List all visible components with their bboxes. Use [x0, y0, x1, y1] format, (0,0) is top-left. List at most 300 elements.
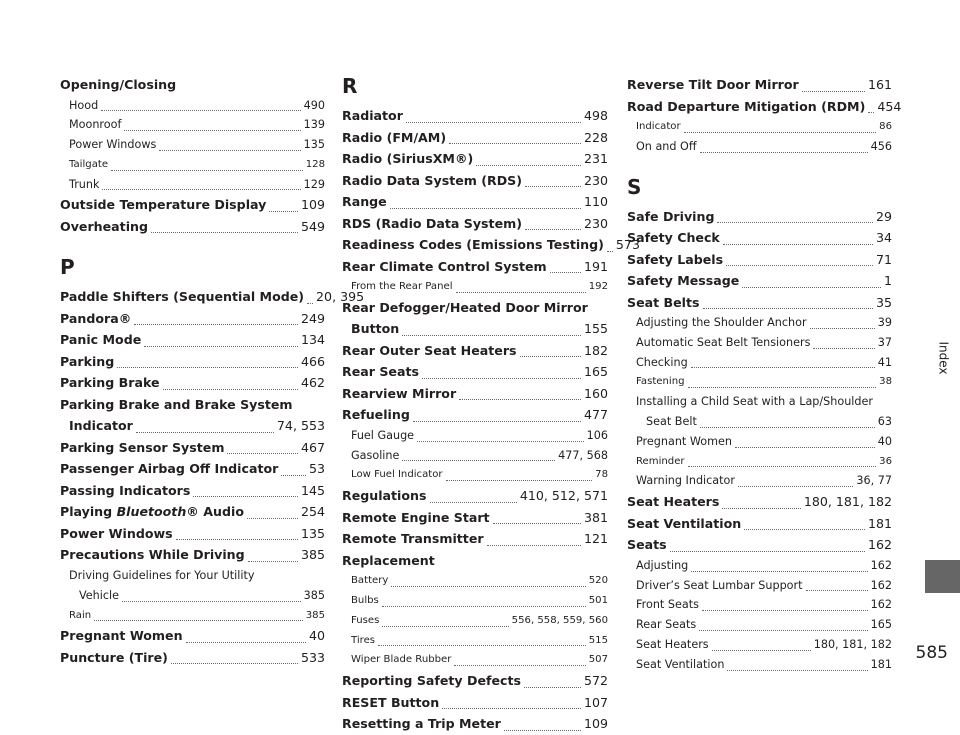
index-subentry[interactable]	[627, 576, 892, 596]
entry-label: Bulbs	[351, 594, 379, 606]
entry-row	[60, 329, 325, 351]
index-entry[interactable]	[627, 227, 892, 249]
dot-leader	[727, 670, 867, 671]
page-reference[interactable]: 40	[308, 628, 325, 644]
index-entry[interactable]	[627, 206, 892, 228]
index-subentry[interactable]	[60, 115, 325, 135]
page-reference[interactable]: 477, 568	[558, 448, 608, 462]
page-reference[interactable]: 381	[583, 509, 608, 525]
entry-label: Reporting Safety Defects	[342, 673, 522, 689]
page-reference[interactable]: 477	[583, 407, 608, 423]
dot-leader	[504, 730, 581, 731]
page-reference[interactable]: 86	[879, 121, 892, 132]
index-entry[interactable]	[342, 105, 608, 127]
entry-label: Resetting a Trip Meter	[342, 716, 501, 732]
index-entry[interactable]	[60, 437, 325, 459]
dot-leader	[134, 324, 298, 325]
page-reference[interactable]: 71	[875, 251, 892, 267]
entry-row	[342, 234, 640, 256]
entry-label-continued: Button	[351, 321, 400, 337]
dot-leader	[607, 251, 613, 252]
page-reference[interactable]: 78	[595, 469, 608, 481]
page-reference[interactable]: 106	[586, 428, 608, 442]
dot-leader	[700, 427, 875, 428]
entry-label: Panic Mode	[60, 332, 142, 348]
page-reference[interactable]: 165	[870, 618, 892, 632]
index-entry[interactable]	[342, 340, 608, 362]
entry-label: Seat Heaters	[627, 494, 720, 510]
page-reference[interactable]: 181	[867, 515, 892, 531]
page-reference[interactable]: 36, 77	[856, 474, 892, 488]
page-reference[interactable]: 162	[870, 578, 892, 592]
index-entry[interactable]	[60, 625, 325, 647]
dot-leader	[691, 367, 875, 368]
index-entry[interactable]	[342, 256, 608, 278]
dot-leader	[163, 389, 298, 390]
page-reference[interactable]: 191	[583, 258, 608, 274]
index-subentry[interactable]	[627, 452, 892, 472]
entry-label: Front Seats	[636, 598, 699, 612]
dot-leader	[406, 122, 581, 123]
page-reference[interactable]: 249	[300, 310, 325, 326]
side-tab-label: Index	[936, 341, 951, 375]
dot-leader	[712, 650, 811, 651]
index-subentry[interactable]	[627, 655, 892, 675]
entry-row	[342, 148, 608, 170]
index-subentry[interactable]	[342, 446, 608, 466]
index-subentry[interactable]	[627, 432, 892, 452]
index-heading: Replacement	[342, 552, 435, 568]
entry-row	[342, 256, 608, 278]
page-reference[interactable]: 145	[300, 482, 325, 498]
entry-label: Power Windows	[60, 525, 173, 541]
entry-row	[627, 534, 892, 556]
entry-row	[636, 117, 892, 137]
index-subentry[interactable]	[342, 650, 608, 670]
entry-row	[351, 611, 608, 631]
entry-row	[351, 446, 608, 466]
entry-row	[342, 170, 608, 192]
index-entry[interactable]	[342, 297, 608, 340]
entry-row	[342, 383, 608, 405]
entry-label: Radio Data System (RDS)	[342, 172, 522, 188]
page-reference[interactable]: 40	[877, 434, 892, 448]
page-reference[interactable]: 165	[583, 364, 608, 380]
index-entry[interactable]	[627, 74, 892, 96]
entry-row	[636, 556, 892, 576]
page-reference[interactable]: 556, 558, 559, 560	[511, 614, 608, 626]
dot-leader	[459, 399, 581, 400]
index-entry[interactable]	[342, 191, 608, 213]
index-entry[interactable]	[60, 394, 325, 437]
page-reference[interactable]: 107	[583, 694, 608, 710]
page-reference[interactable]: 549	[300, 218, 325, 234]
entry-label: Indicator	[636, 121, 681, 132]
dot-leader	[868, 112, 874, 113]
page-reference[interactable]: 35	[875, 294, 892, 310]
entry-row	[627, 270, 892, 292]
page-reference[interactable]: 41	[877, 355, 892, 369]
page-reference[interactable]: 36	[879, 455, 892, 467]
entry-row	[342, 191, 608, 213]
page-reference[interactable]: 29	[875, 208, 892, 224]
dot-leader	[703, 308, 873, 309]
entry-row	[636, 432, 892, 452]
index-subentry[interactable]	[60, 566, 325, 606]
page-reference[interactable]: 507	[588, 654, 608, 666]
page-reference[interactable]: 134	[300, 332, 325, 348]
entry-row	[636, 353, 892, 373]
entry-continuation-row	[636, 412, 892, 432]
index-entry[interactable]	[342, 485, 608, 507]
entry-row	[636, 313, 892, 333]
index-entry[interactable]	[342, 692, 608, 714]
page-reference[interactable]: 498	[583, 108, 608, 123]
dot-leader	[94, 620, 303, 621]
entry-continuation-row	[60, 415, 325, 437]
dot-leader	[413, 421, 581, 422]
page-reference[interactable]: 385	[300, 547, 325, 563]
entry-row	[342, 213, 608, 235]
index-subentry[interactable]	[342, 426, 608, 446]
entry-label: Rear Defogger/Heated Door Mirror	[342, 299, 588, 315]
entry-row	[342, 485, 608, 507]
index-entry[interactable]	[342, 670, 608, 692]
page-reference[interactable]: 162	[870, 558, 892, 572]
index-subentry[interactable]	[60, 135, 325, 155]
page-reference[interactable]: 155	[583, 321, 608, 337]
entry-row	[60, 372, 325, 394]
dot-leader	[813, 348, 874, 349]
index-entry[interactable]	[60, 308, 325, 330]
dot-leader	[699, 630, 867, 631]
entry-row	[69, 115, 325, 135]
dot-leader	[402, 335, 581, 336]
entry-label: Checking	[636, 355, 688, 369]
page-reference[interactable]: 1	[883, 273, 892, 289]
page-reference[interactable]: 135	[303, 138, 325, 152]
index-entry[interactable]	[342, 383, 608, 405]
page-reference[interactable]: 230	[583, 172, 608, 188]
index-subentry[interactable]	[627, 117, 892, 137]
entry-label: Seats	[627, 537, 667, 553]
index-entry[interactable]	[60, 351, 325, 373]
page-reference[interactable]: 467	[300, 439, 325, 455]
entry-row	[351, 465, 608, 485]
index-subentry[interactable]	[627, 372, 892, 392]
index-subentry[interactable]	[60, 606, 325, 626]
entry-row	[60, 194, 325, 216]
page-reference[interactable]: 110	[583, 194, 608, 209]
page-reference[interactable]: 121	[583, 531, 608, 547]
page-reference[interactable]: 39	[877, 316, 892, 330]
index-subentry[interactable]	[342, 465, 608, 485]
entry-label: Safety Labels	[627, 251, 724, 267]
dot-leader	[227, 453, 298, 454]
index-entry[interactable]	[627, 96, 902, 118]
index-subentry[interactable]	[627, 556, 892, 576]
entry-label: Driving Guidelines for Your Utility	[69, 568, 255, 582]
entry-row	[60, 625, 325, 647]
page-reference[interactable]: 231	[583, 151, 608, 166]
index-side-tab[interactable]	[927, 168, 960, 548]
index-subentry[interactable]	[627, 635, 892, 655]
page-reference[interactable]: 129	[303, 177, 325, 191]
dot-leader	[382, 606, 586, 607]
entry-label: Regulations	[342, 488, 427, 504]
page-reference[interactable]: 385	[305, 609, 325, 621]
dot-leader	[520, 356, 581, 357]
index-entry[interactable]	[627, 534, 892, 556]
index-entry[interactable]	[342, 148, 608, 170]
entry-row	[636, 655, 892, 675]
entry-row	[342, 713, 608, 735]
page-reference[interactable]: 515	[588, 634, 608, 646]
index-entry[interactable]	[342, 213, 608, 235]
entry-label: Fastening	[636, 376, 685, 388]
entry-row	[351, 277, 608, 297]
index-subentry[interactable]	[60, 175, 325, 195]
index-subentry[interactable]	[627, 471, 892, 491]
page-reference[interactable]: 20, 395	[316, 289, 365, 305]
index-entry[interactable]	[627, 292, 892, 314]
dot-leader	[248, 561, 298, 562]
page-reference[interactable]: 520	[588, 575, 608, 587]
entry-label: From the Rear Panel	[351, 281, 453, 292]
dot-leader	[144, 346, 298, 347]
entry-label: Pandora®	[60, 310, 132, 326]
index-subentry[interactable]	[342, 591, 608, 611]
entry-row	[60, 351, 325, 373]
index-entry[interactable]	[60, 501, 325, 523]
entry-row	[342, 670, 608, 692]
page-reference[interactable]: 230	[583, 215, 608, 231]
entry-row	[627, 206, 892, 228]
page-reference[interactable]: 501	[588, 594, 608, 606]
dot-leader	[186, 642, 306, 643]
dot-leader	[525, 186, 581, 187]
entry-row	[342, 692, 608, 714]
index-entry[interactable]	[342, 528, 608, 550]
index-entry[interactable]	[342, 404, 608, 426]
dot-leader	[122, 601, 301, 602]
index-entry[interactable]	[60, 480, 325, 502]
page-reference[interactable]: 128	[305, 158, 325, 170]
index-entry[interactable]	[60, 372, 325, 394]
page-reference[interactable]: 410, 512, 571	[519, 488, 608, 504]
index-entry[interactable]	[342, 713, 608, 735]
entry-row	[351, 426, 608, 446]
entry-label: Passenger Airbag Off Indicator	[60, 461, 279, 477]
page-reference[interactable]: 181	[870, 657, 892, 671]
dot-leader	[247, 518, 298, 519]
dot-leader	[476, 165, 581, 166]
entry-row	[636, 452, 892, 472]
entry-label: Tailgate	[69, 158, 109, 170]
index-subentry[interactable]	[342, 611, 608, 631]
entry-label: Automatic Seat Belt Tensioners	[636, 335, 811, 349]
index-subentry[interactable]	[627, 615, 892, 635]
entry-label: Seat Ventilation	[627, 515, 742, 531]
entry-label: Hood	[69, 98, 99, 112]
page-reference[interactable]: 109	[300, 197, 325, 213]
entry-label: Rain	[69, 609, 92, 621]
index-subentry[interactable]	[342, 631, 608, 651]
index-entry[interactable]	[342, 127, 608, 149]
entry-row	[351, 591, 608, 611]
dot-leader	[744, 529, 865, 530]
index-entry[interactable]	[627, 491, 892, 513]
dot-leader	[684, 132, 877, 133]
index-entry[interactable]	[342, 234, 640, 256]
page-reference[interactable]: 162	[867, 537, 892, 553]
entry-row	[351, 631, 608, 651]
page-reference[interactable]: 490	[303, 98, 325, 112]
page-reference[interactable]: 572	[583, 673, 608, 689]
entry-label: Fuses	[351, 614, 380, 626]
index-entry[interactable]	[627, 270, 892, 292]
dot-leader	[700, 152, 868, 153]
index-entry[interactable]	[60, 286, 365, 308]
entry-label: Passing Indicators	[60, 482, 191, 498]
page-reference[interactable]: 573	[615, 237, 640, 252]
page-reference[interactable]: 34	[875, 230, 892, 246]
index-subentry[interactable]	[627, 313, 892, 333]
page-reference[interactable]: 228	[583, 129, 608, 145]
page-reference[interactable]: 454	[877, 98, 902, 114]
index-entry[interactable]	[60, 458, 325, 480]
entry-row	[627, 491, 892, 513]
page-reference[interactable]: 37	[877, 335, 892, 349]
page-reference[interactable]: 109	[583, 716, 608, 732]
dot-leader	[738, 486, 853, 487]
dot-leader	[101, 110, 300, 111]
entry-row	[627, 513, 892, 535]
page-reference[interactable]: 254	[300, 504, 325, 520]
dot-leader	[136, 432, 274, 433]
index-subentry[interactable]	[627, 392, 892, 432]
section-letter: S	[627, 174, 642, 199]
entry-label: Remote Transmitter	[342, 531, 484, 547]
entry-label: Refueling	[342, 407, 410, 423]
dot-leader	[493, 523, 581, 524]
index-entry[interactable]	[342, 507, 608, 529]
entry-row	[60, 480, 325, 502]
entry-row	[627, 227, 892, 249]
entry-label: Installing a Child Seat with a Lap/Shoulder	[636, 395, 873, 409]
entry-row	[627, 74, 892, 96]
page-reference[interactable]: 38	[879, 376, 892, 388]
entry-label: Reverse Tilt Door Mirror	[627, 77, 799, 92]
entry-label: RESET Button	[342, 694, 440, 710]
page-reference[interactable]: 74, 553	[276, 418, 325, 434]
entry-label: Radio (SiriusXM®)	[342, 151, 474, 166]
entry-row	[60, 544, 325, 566]
dot-leader	[171, 663, 298, 664]
dot-leader	[726, 265, 873, 266]
section-letter: R	[342, 74, 358, 98]
page-reference[interactable]: 63	[877, 415, 892, 429]
dot-leader	[723, 244, 873, 245]
page-reference[interactable]: 182	[583, 342, 608, 358]
entry-label: Pregnant Women	[60, 628, 183, 644]
dot-leader	[688, 387, 877, 388]
index-entry[interactable]	[60, 216, 325, 238]
index-entry[interactable]	[60, 194, 325, 216]
index-entry[interactable]	[627, 513, 892, 535]
entry-label: On and Off	[636, 139, 697, 153]
dot-leader	[402, 460, 555, 461]
index-entry[interactable]	[60, 544, 325, 566]
entry-label: Precautions While Driving	[60, 547, 245, 563]
page-reference[interactable]: 160	[583, 385, 608, 401]
entry-label-continued: Indicator	[69, 418, 133, 434]
dot-leader	[802, 91, 865, 92]
index-entry[interactable]	[60, 329, 325, 351]
dot-leader	[193, 496, 298, 497]
dot-leader	[735, 447, 875, 448]
index-subentry[interactable]	[627, 137, 892, 157]
entry-label: Adjusting the Shoulder Anchor	[636, 316, 807, 330]
page-reference[interactable]: 135	[300, 525, 325, 541]
index-subentry[interactable]	[627, 595, 892, 615]
dot-leader	[525, 229, 581, 230]
index-entry[interactable]	[60, 523, 325, 545]
index-entry[interactable]	[627, 249, 892, 271]
entry-row	[351, 571, 608, 591]
dot-leader	[281, 475, 306, 476]
dot-leader	[442, 708, 581, 709]
dot-leader	[422, 378, 581, 379]
index-subentry[interactable]	[60, 155, 325, 175]
entry-row	[60, 501, 325, 523]
page-reference[interactable]: 162	[870, 598, 892, 612]
page-reference[interactable]: 192	[588, 281, 608, 292]
page-reference[interactable]: 180, 181, 182	[803, 494, 892, 510]
page-reference[interactable]: 139	[303, 118, 325, 132]
index-entry[interactable]	[342, 361, 608, 383]
page-reference[interactable]: 456	[870, 139, 892, 153]
entry-label: Rearview Mirror	[342, 385, 457, 401]
entry-label: Trunk	[69, 177, 100, 191]
entry-row	[342, 127, 608, 149]
entry-row	[342, 528, 608, 550]
index-subentry[interactable]	[342, 277, 608, 297]
page-reference[interactable]: 462	[300, 375, 325, 391]
page-reference[interactable]: 53	[308, 461, 325, 477]
entry-label: Safety Check	[627, 230, 720, 246]
index-subentry[interactable]	[627, 353, 892, 373]
entry-continuation-row	[342, 318, 608, 340]
index-subentry[interactable]	[342, 571, 608, 591]
entry-label: Moonroof	[69, 118, 122, 132]
index-subentry[interactable]	[60, 96, 325, 116]
page-reference[interactable]: 180, 181, 182	[813, 637, 892, 651]
dot-leader	[176, 539, 298, 540]
index-subentry[interactable]	[627, 333, 892, 353]
dot-leader	[691, 571, 867, 572]
page-reference[interactable]: 161	[867, 77, 892, 92]
page-reference[interactable]: 466	[300, 353, 325, 369]
index-entry[interactable]	[60, 647, 325, 669]
entry-row	[69, 606, 325, 626]
index-entry[interactable]	[342, 170, 608, 192]
page-reference[interactable]: 533	[300, 649, 325, 665]
entry-row	[69, 96, 325, 116]
entry-label: Remote Engine Start	[342, 509, 490, 525]
page-reference[interactable]: 385	[303, 588, 325, 602]
entry-label: Seat Belts	[627, 294, 700, 310]
